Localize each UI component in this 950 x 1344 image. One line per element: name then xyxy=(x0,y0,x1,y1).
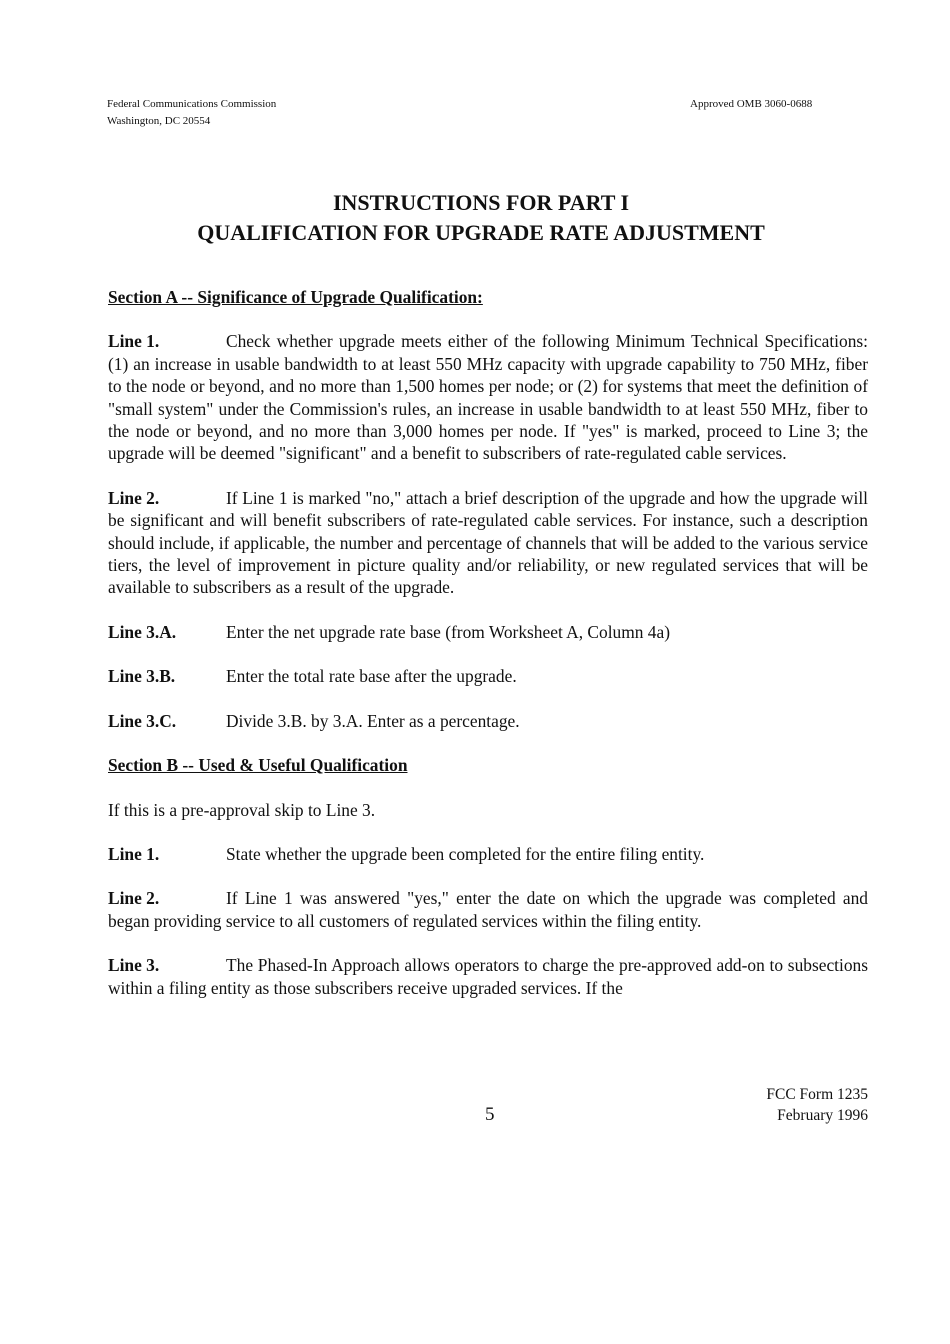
form-identifier xyxy=(740,1084,868,1126)
agency-address: Washington, DC 20554 xyxy=(107,115,211,127)
page-number: 5 xyxy=(485,1104,495,1125)
section-a-line-3c xyxy=(108,710,868,732)
instructions-body xyxy=(108,286,868,999)
section-b-line-1 xyxy=(108,843,868,865)
line-text: State whether the upgrade been completed for the entire filing entity. xyxy=(226,843,705,864)
line-label: Line 2. xyxy=(108,888,160,909)
page-title xyxy=(0,188,950,248)
line-text: Check whether upgrade meets either of the following Minimum Technical Specifications: (1) an increase in usable bandwidth to at least 550 MHz capacity with upgrade capability to 750 MHz, fiber to the node or beyond, and no more than 1,500 homes per node; or (2) for systems that meet the definition of "small system" under the Commission's rules, an increase in usable bandwidth to at least 550 MHz, fiber to the node or beyond, and no more than 3,000 homes per node. If "yes" is marked, proceed to Line 3; the upgrade will be deemed "significant" and a benefit to subscribers of rate-regulated cable services. xyxy=(108,331,868,464)
line-label: Line 3. xyxy=(108,955,160,976)
line-text: Divide 3.B. by 3.A. Enter as a percentage. xyxy=(226,710,520,731)
line-text: Enter the total rate base after the upgrade. xyxy=(226,666,517,687)
line-text: If Line 1 was answered "yes," enter the date on which the upgrade was completed and began providing service to all customers of regulated services within the filing entity. xyxy=(108,888,868,931)
line-label: Line 1. xyxy=(108,843,160,864)
line-label: Line 1. xyxy=(108,331,160,352)
section-a-line-2 xyxy=(108,487,868,599)
section-a-heading: Section A -- Significance of Upgrade Qualification: xyxy=(108,287,483,307)
line-text: The Phased-In Approach allows operators to charge the pre-approved add-on to subsections within a filing entity as those subscribers receive upgraded services. If the xyxy=(108,955,868,998)
section-b-line-2 xyxy=(108,887,868,932)
omb-approval: Approved OMB 3060-0688 xyxy=(690,98,813,110)
section-a-line-1 xyxy=(108,330,868,464)
section-b-intro: If this is a pre-approval skip to Line 3. xyxy=(108,799,376,820)
line-label: Line 3.A. xyxy=(108,621,177,642)
line-label: Line 3.B. xyxy=(108,666,176,687)
section-b-line-3 xyxy=(108,954,868,999)
form-number: FCC Form 1235 xyxy=(766,1086,868,1103)
section-b-heading: Section B -- Used & Useful Qualification xyxy=(108,755,408,776)
title-line-2: QUALIFICATION FOR UPGRADE RATE ADJUSTMENT xyxy=(197,220,765,245)
section-a-line-3b xyxy=(108,665,868,687)
form-date: February 1996 xyxy=(777,1107,868,1124)
line-label: Line 2. xyxy=(108,487,160,508)
title-line-1: INSTRUCTIONS FOR PART I xyxy=(332,190,630,215)
section-a-line-3a xyxy=(108,621,868,643)
agency-header xyxy=(107,96,276,130)
line-text: Enter the net upgrade rate base (from Worksheet A, Column 4a) xyxy=(226,621,671,642)
agency-name: Federal Communications Commission xyxy=(107,98,277,110)
line-text: If Line 1 is marked "no," attach a brief description of the upgrade and how the upgrade will be significant and will benefit subscribers of rate-regulated cable services. For instance, such a description should include, if applicable, the number and percentage of channels that will be added to the various service tiers, the level of improvement in picture quality and/or reliability, or new regulated services that will be available to subscribers as a result of the upgrade. xyxy=(108,487,868,598)
line-label: Line 3.C. xyxy=(108,710,177,731)
